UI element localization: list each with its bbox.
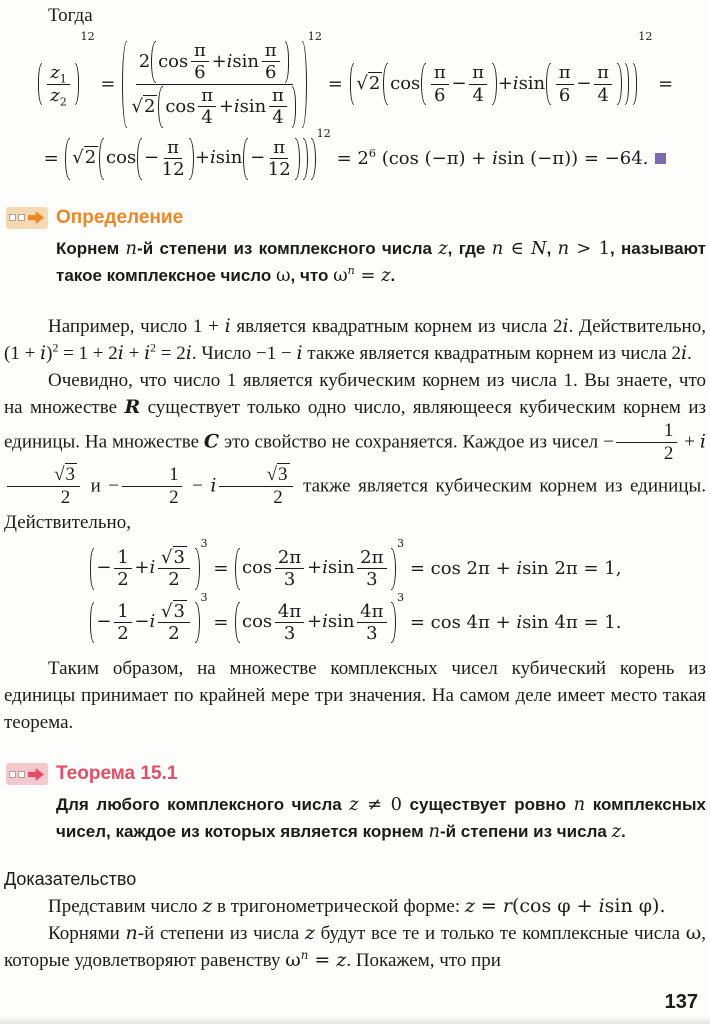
proof-paragraph-1: Представим число z в тригонометрической форме: z = r(cos φ + isin φ). bbox=[48, 895, 666, 918]
definition-body: Корнем n-й степени из комплексного числа z, где n ∈ N, n > 1, называют такое комплексное число ω, что $\omega^n = z$. bbox=[56, 237, 706, 286]
marker-square-icon bbox=[18, 214, 25, 221]
theorem-body: Для любого комплексного числа z ≠ 0 существует ровно n комплексных чисел, каждое из которых является корнем n-й степени из числа z. bbox=[56, 794, 706, 843]
paragraph-cubic-roots: Очевидно, что число 1 является кубическим корнем из числа 1. Вы знаете, что на множестве R существует только одно число, являющееся кубическим корнем из единицы. На множестве C это свойство не сохраняется. Каждое из чисел − $\frac{1}{2}$ + i √ $\frac{3}{2}$ и − $\frac{1}{2}$ − i √ $\frac{3}{2}$ также является кубическим корнем из единицы. Действительно, bbox=[4, 367, 706, 536]
equation-quotient-power-line1: $\frac{z_1}{z_2}$ $^{12}$ = 2 cos $\frac{\pi}{6}$ + i sin $\frac{\pi}{6}$ √ 2 cos $\frac{\pi}{4}$ + i sin $\frac{\pi}{4}$ $^{12}$ = √ 2 cos $\frac{\pi}{6}$ − $\frac{\pi}{4}$ + i sin $\frac{\pi}{6}$ − $\frac{\pi}{4}$ $^{12}$ = bbox=[4, 41, 706, 128]
definition-block bbox=[4, 206, 706, 289]
paragraph-conclusion: Таким образом, на множестве комплексных чисел кубический корень из единицы принимает по крайней мере три значения. На самом деле имеет место такая теорема. bbox=[4, 658, 706, 734]
marker-arrow-icon bbox=[28, 210, 44, 226]
marker-square-icon bbox=[9, 214, 16, 221]
theorem-marker-icon bbox=[6, 763, 48, 785]
equation-cube-root-1: − $\frac{1}{2}$ + i √ $\frac{3}{2}$ $^3$ = cos $\frac{2\pi}{3}$ + i sin $\frac{2\pi}{3}$ $^3$ = cos 2π + isin 2π = 1, bbox=[4, 548, 706, 590]
proof-heading: Доказательство bbox=[4, 869, 137, 890]
equation-cube-root-2: − $\frac{1}{2}$ − i √ $\frac{3}{2}$ $^3$ = cos $\frac{4\pi}{3}$ + i sin $\frac{4\pi}{3}$ $^3$ = cos 4π + isin 4π = 1. bbox=[4, 602, 706, 644]
proof-paragraph-2: Корнями n-й степени из числа z будут все те и только те комплексные числа ω, которые удовлетворяют равенству $\omega^n = z$. Покажем, что при bbox=[4, 922, 706, 972]
theorem-block bbox=[4, 762, 706, 845]
paragraph-togda: Тогда bbox=[48, 5, 93, 26]
marker-square-icon bbox=[9, 771, 16, 778]
marker-square-icon bbox=[18, 771, 25, 778]
page-number: 137 bbox=[664, 991, 698, 1013]
paragraph-example: Например, число 1 + i является квадратным корнем из числа 2i. Действительно, $(1 + i)^2 = 1 + 2i + i^2 = 2i$. Число −1 − i также является квадратным корнем из числа 2i. bbox=[4, 314, 706, 364]
marker-arrow-icon bbox=[28, 766, 44, 782]
definition-marker-icon bbox=[6, 207, 48, 229]
definition-heading: Определение bbox=[56, 206, 184, 228]
equation-quotient-power-line2: = √ 2 cos − $\frac{\pi}{12}$ + i sin − $\frac{\pi}{12}$ $^{12} = 2^6$ (cos (−π) + isin (−π)) = −64. bbox=[4, 138, 706, 180]
theorem-heading: Теорема 15.1 bbox=[56, 763, 178, 785]
